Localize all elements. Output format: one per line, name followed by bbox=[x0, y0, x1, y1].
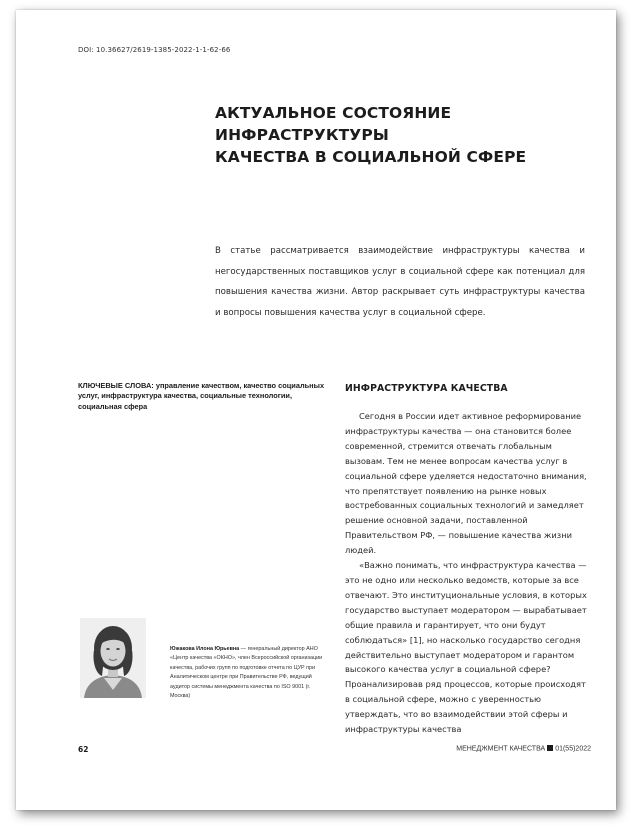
keywords-list: управление качеством, качество социальных услуг, инфраструктура качества, социальные технологии, социальная сфера bbox=[78, 381, 325, 411]
square-separator-icon bbox=[547, 745, 553, 751]
page-number: 62 bbox=[78, 745, 89, 754]
body-paragraph-1: Сегодня в России идет активное реформирование инфраструктуры качества — она становится более современной, стремится отвечать глобальным вызовам. Тем не менее вопросам качества услуг в социальной сфере уделяется недостаточно внимания, что препятствует появлению на рынке новых востребованных социальных технологий и замедляет решение основной задачи, поставленной Правительством РФ, — повышение качества жизни людей. bbox=[345, 411, 587, 556]
article-title-line-2: КАЧЕСТВА В СОЦИАЛЬНОЙ СФЕРЕ bbox=[215, 148, 527, 166]
keywords-block bbox=[78, 381, 328, 412]
doi-line: DOI: 10.36627/2619-1385-2022-1-1-62-66 bbox=[78, 46, 231, 54]
body-column bbox=[345, 409, 592, 737]
body-paragraph-2: «Важно понимать, что инфраструктура качества — это не одно или несколько ведомств, которые за все отвечают. Это институциональные условия, в которых государство выступает модератором — вырабатывает общие правила и гарантирует, что они будут соблюдаться» [1], но насколько государство сегодня действительно выступает модератором и гарантом высокого качества услуг в социальной сфере? Проанализировав ряд процессов, которые происходят в социальной сфере, можно с уверенностью утверждать, что во взаимодействии этой сферы и инфраструктуры качества bbox=[345, 560, 587, 735]
journal-name: МЕНЕДЖМЕНТ КАЧЕСТВА bbox=[456, 745, 546, 753]
author-photo bbox=[80, 618, 146, 698]
keywords-label: КЛЮЧЕВЫЕ СЛОВА: bbox=[78, 381, 154, 390]
article-title-line-1: АКТУАЛЬНОЕ СОСТОЯНИЕ ИНФРАСТРУКТУРЫ bbox=[215, 104, 452, 144]
author-portrait-image bbox=[80, 618, 146, 698]
journal-footer bbox=[456, 745, 591, 753]
author-bio bbox=[170, 645, 328, 701]
article-abstract: В статье рассматривается взаимодействие инфраструктуры качества и негосударственных поставщиков услуг в социальной сфере как потенциал для повышения качества жизни. Автор раскрывает суть инфраструктуры качества и вопросы повышения качества услуг в социальной сфере. bbox=[215, 246, 585, 318]
journal-issue: 01(55)2022 bbox=[555, 745, 591, 753]
author-description: — генеральный директор АНО «Центр качества «ОКНО», член Всероссийской организации качества, рабочих групп по подготовке отчета по ЦУР при Аналитическом центре при Правительстве РФ, ведущий аудитор системы менеджмента качества по ISO 9001 (г. Москва) bbox=[170, 646, 323, 700]
author-name: Южакова Илона Юрьевна bbox=[170, 646, 240, 652]
section-heading: ИНФРАСТРУКТУРА КАЧЕСТВА bbox=[345, 383, 508, 394]
journal-page bbox=[16, 10, 616, 810]
article-title bbox=[215, 102, 595, 168]
